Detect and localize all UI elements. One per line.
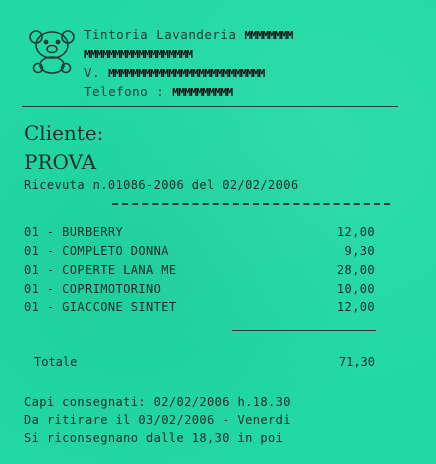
pickup-line: Da ritirare il 03/02/2006 - Venerdi: [24, 413, 291, 427]
list-item: 01 - COPERTE LANA ME: [24, 263, 177, 277]
teddy-bear-logo-icon: [26, 28, 78, 74]
address-line: [84, 65, 265, 80]
item-desc: COPRIMOTORINO: [62, 282, 162, 296]
item-qty: 01: [24, 244, 40, 258]
item-qty: 01: [24, 263, 40, 277]
item-desc: COPERTE LANA ME: [62, 263, 177, 277]
shop-name: Tintoria Lavanderia: [84, 27, 237, 42]
receipt-number: Ricevuta n.01086-2006 del 02/02/2006: [24, 178, 299, 192]
redacted-line: [84, 46, 192, 61]
item-amount: 9,30: [344, 244, 375, 258]
total-divider: [232, 330, 376, 331]
list-item: 01 - GIACCONE SINTET: [24, 300, 177, 314]
shop-name-line: [84, 27, 293, 42]
item-qty: 01: [24, 225, 40, 239]
list-item: 01 - BURBERRY: [24, 225, 124, 239]
total-value: 71,30: [338, 355, 375, 369]
item-amount: 12,00: [336, 300, 375, 314]
item-amount: 28,00: [336, 263, 375, 277]
item-desc: BURBERRY: [62, 225, 124, 239]
return-hours-line: Si riconsegnano dalle 18,30 in poi: [24, 431, 284, 445]
list-item: 01 - COPRIMOTORINO: [24, 282, 162, 296]
phone-redacted: MMMMMMMMMM: [172, 86, 233, 99]
phone-line: [84, 84, 233, 99]
customer-name: PROVA: [24, 150, 97, 174]
total-label: Totale: [34, 355, 78, 369]
shop-name-redacted: MMMMMMMM: [244, 29, 293, 42]
header-divider: [22, 106, 398, 107]
address-redacted: MMMMMMMMMMMMMMMMMMMMMMMMMM: [108, 67, 265, 80]
address-prefix: V.: [84, 65, 101, 80]
item-qty: 01: [24, 282, 40, 296]
customer-label: Cliente:: [24, 121, 104, 145]
item-amount: 10,00: [336, 282, 375, 296]
phone-label: Telefono :: [84, 84, 165, 99]
item-desc: GIACCONE SINTET: [62, 300, 177, 314]
item-amount: 12,00: [336, 225, 375, 239]
redacted-text: MMMMMMMMMMMMMMMMMM: [84, 48, 193, 61]
list-item: 01 - COMPLETO DONNA: [24, 244, 169, 258]
delivered-line: Capi consegnati: 02/02/2006 h.18.30: [24, 395, 291, 409]
item-desc: COMPLETO DONNA: [62, 244, 169, 258]
receipt-dashed-divider: [112, 203, 390, 205]
item-qty: 01: [24, 300, 40, 314]
